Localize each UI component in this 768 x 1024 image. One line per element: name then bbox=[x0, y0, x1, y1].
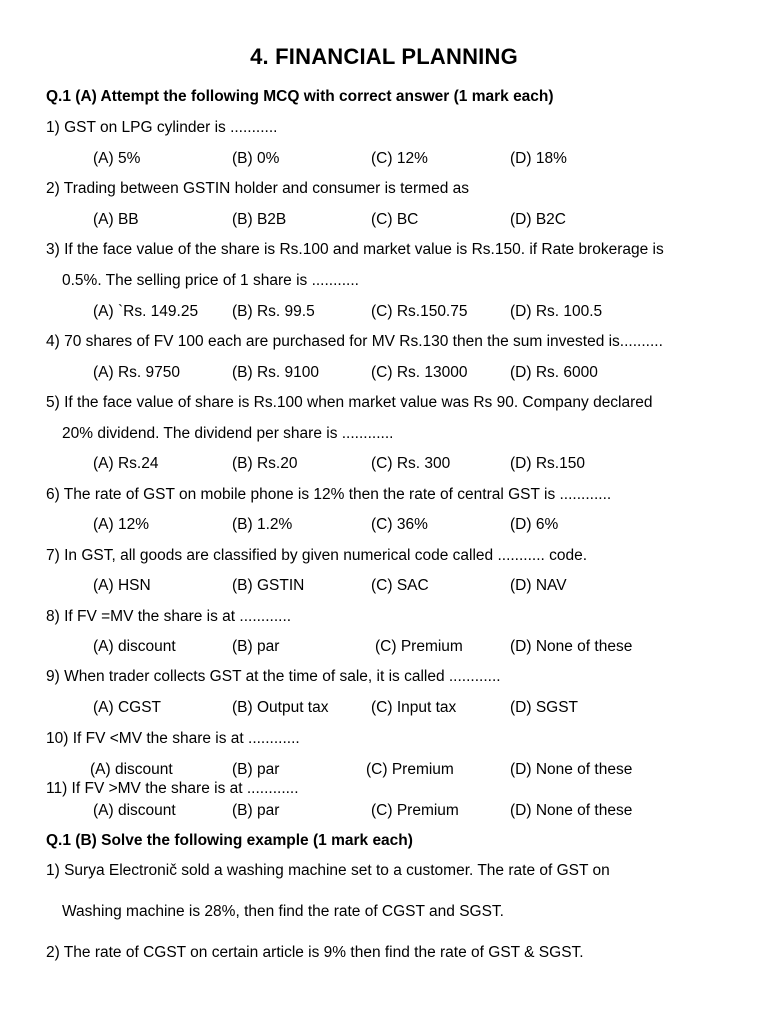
option-c: (C) Input tax bbox=[371, 699, 457, 716]
question-11-options bbox=[0, 802, 768, 822]
option-a: (A) Rs. 9750 bbox=[93, 364, 181, 381]
option-d: (D) Rs. 6000 bbox=[510, 364, 598, 381]
option-d: (D) 18% bbox=[510, 150, 567, 167]
option-b: (B) Rs. 99.5 bbox=[232, 303, 315, 320]
question-3: 3) If the face value of the share is Rs.100 and market value is Rs.150. if Rate brokerage is bbox=[46, 241, 664, 258]
option-b: (B) Rs. 9100 bbox=[232, 364, 320, 381]
option-a: (A) `Rs. 149.25 bbox=[93, 303, 199, 320]
question-3-options bbox=[0, 303, 768, 323]
option-a: (A) Rs.24 bbox=[93, 455, 159, 472]
option-d: (D) SGST bbox=[510, 699, 579, 716]
question-5: 5) If the face value of share is Rs.100 when market value was Rs 90. Company declared bbox=[46, 394, 653, 411]
option-d: (D) Rs.150 bbox=[510, 455, 585, 472]
option-c: (C) Premium bbox=[366, 761, 454, 778]
option-c: (C) Premium bbox=[375, 638, 463, 655]
option-b: (B) par bbox=[232, 638, 280, 655]
option-b: (B) 0% bbox=[232, 150, 280, 167]
question-4-options bbox=[0, 364, 768, 384]
section-a-heading: Q.1 (A) Attempt the following MCQ with correct answer (1 mark each) bbox=[46, 88, 554, 105]
section-b-heading: Q.1 (B) Solve the following example (1 mark each) bbox=[46, 832, 413, 849]
option-a: (A) 5% bbox=[93, 150, 141, 167]
option-d: (D) Rs. 100.5 bbox=[510, 303, 603, 320]
example-2: 2) The rate of CGST on certain article is 9% then find the rate of GST & SGST. bbox=[46, 944, 584, 961]
option-d: (D) NAV bbox=[510, 577, 567, 594]
option-d: (D) B2C bbox=[510, 211, 566, 228]
question-7-options bbox=[0, 577, 768, 597]
question-1: 1) GST on LPG cylinder is ........... bbox=[46, 119, 278, 136]
option-a: (A) discount bbox=[90, 761, 173, 778]
question-9-options bbox=[0, 699, 768, 719]
question-10: 10) If FV <MV the share is at ............ bbox=[46, 730, 300, 747]
option-c: (C) 36% bbox=[371, 516, 428, 533]
option-b: (B) B2B bbox=[232, 211, 287, 228]
question-10-options bbox=[0, 761, 768, 781]
question-6-options bbox=[0, 516, 768, 536]
question-2: 2) Trading between GSTIN holder and consumer is termed as bbox=[46, 180, 470, 197]
question-11: 11) If FV >MV the share is at ............ bbox=[46, 780, 299, 797]
option-d: (D) None of these bbox=[510, 638, 633, 655]
option-a: (A) BB bbox=[93, 211, 139, 228]
option-c: (C) BC bbox=[371, 211, 419, 228]
question-3-continued: 0.5%. The selling price of 1 share is ........... bbox=[62, 272, 359, 289]
option-c: (C) Premium bbox=[371, 802, 459, 819]
question-7: 7) In GST, all goods are classified by given numerical code called ........... code. bbox=[46, 547, 588, 564]
page-title: 4. FINANCIAL PLANNING bbox=[250, 44, 518, 69]
question-8-options bbox=[0, 638, 768, 658]
option-c: (C) SAC bbox=[371, 577, 429, 594]
question-1-options bbox=[0, 150, 768, 170]
option-b: (B) 1.2% bbox=[232, 516, 293, 533]
option-d: (D) None of these bbox=[510, 761, 633, 778]
option-b: (B) Output tax bbox=[232, 699, 329, 716]
example-1: 1) Surya Electronič sold a washing machine set to a customer. The rate of GST on bbox=[46, 862, 610, 879]
question-2-options bbox=[0, 211, 768, 231]
option-c: (C) Rs. 300 bbox=[371, 455, 451, 472]
option-a: (A) CGST bbox=[93, 699, 162, 716]
question-8: 8) If FV =MV the share is at ............ bbox=[46, 608, 292, 625]
question-4: 4) 70 shares of FV 100 each are purchased for MV Rs.130 then the sum invested is.......... bbox=[46, 333, 663, 350]
option-a: (A) discount bbox=[93, 802, 176, 819]
option-b: (B) par bbox=[232, 761, 280, 778]
option-a: (A) discount bbox=[93, 638, 176, 655]
option-d: (D) 6% bbox=[510, 516, 559, 533]
question-5-continued: 20% dividend. The dividend per share is ............ bbox=[62, 425, 394, 442]
option-b: (B) Rs.20 bbox=[232, 455, 298, 472]
option-b: (B) GSTIN bbox=[232, 577, 305, 594]
question-5-options bbox=[0, 455, 768, 475]
option-c: (C) Rs. 13000 bbox=[371, 364, 468, 381]
option-c: (C) 12% bbox=[371, 150, 428, 167]
option-c: (C) Rs.150.75 bbox=[371, 303, 468, 320]
option-a: (A) HSN bbox=[93, 577, 151, 594]
question-9: 9) When trader collects GST at the time of sale, it is called ............ bbox=[46, 668, 501, 685]
question-6: 6) The rate of GST on mobile phone is 12% then the rate of central GST is ............ bbox=[46, 486, 612, 503]
option-d: (D) None of these bbox=[510, 802, 633, 819]
option-b: (B) par bbox=[232, 802, 280, 819]
option-a: (A) 12% bbox=[93, 516, 149, 533]
example-1-continued: Washing machine is 28%, then find the rate of CGST and SGST. bbox=[62, 903, 504, 920]
